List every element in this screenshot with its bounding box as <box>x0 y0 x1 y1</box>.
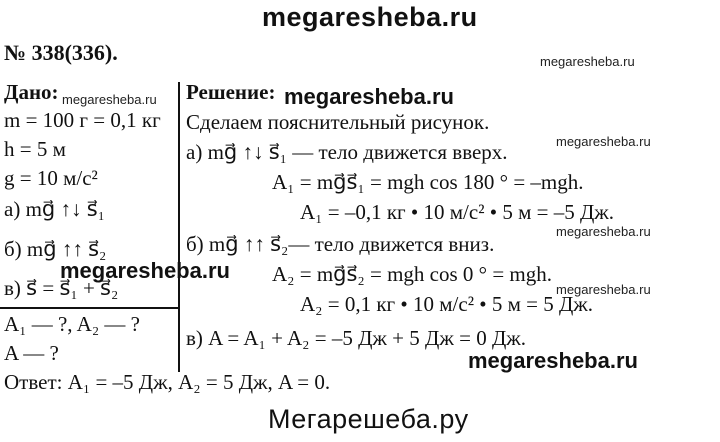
find-line-1: A₁ — ?, A₂ — ? <box>4 312 140 336</box>
solution-a-formula: A₁ = mg⃗s⃗₁ = mgh cos 180 ° = –mgh. <box>272 170 584 194</box>
given-gravity: g = 10 м/с² <box>4 166 98 190</box>
solution-a-line: а) mg⃗ ↑↓ s⃗₁ — тело движется вверх. <box>186 140 508 164</box>
watermark-footer: Мегарешеба.ру <box>268 404 469 434</box>
watermark-small-4: megaresheba.ru <box>556 224 651 239</box>
solution-b-calc: A₂ = 0,1 кг • 10 м/с² • 5 м = 5 Дж. <box>300 292 594 316</box>
given-case-b: б) mg⃗ ↑↑ s⃗₂ <box>4 237 107 261</box>
given-height: h = 5 м <box>4 137 66 161</box>
solution-intro: Сделаем пояснительный рисунок. <box>186 110 490 134</box>
given-divider-horizontal <box>0 307 180 309</box>
watermark-bold-1: megaresheba.ru <box>284 84 454 109</box>
problem-number: № 338(336). <box>4 40 118 65</box>
given-header: Дано: <box>4 80 59 104</box>
solution-a-calc: A₁ = –0,1 кг • 10 м/с² • 5 м = –5 Дж. <box>300 200 615 224</box>
solution-header: Решение: <box>186 80 276 104</box>
solution-b-line: б) mg⃗ ↑↑ s⃗₂— тело движется вниз. <box>186 232 495 256</box>
given-case-a: а) mg⃗ ↑↓ s⃗₁ <box>4 197 105 221</box>
answer-line: Ответ: A₁ = –5 Дж, A₂ = 5 Дж, A = 0. <box>4 370 331 394</box>
watermark-small-1: megaresheba.ru <box>540 54 635 69</box>
given-mass: m = 100 г = 0,1 кг <box>4 108 161 132</box>
find-line-2: A — ? <box>4 341 59 365</box>
watermark-bold-3: megaresheba.ru <box>468 348 638 373</box>
given-divider-vertical <box>178 82 180 372</box>
given-case-c: в) s⃗ = s⃗₁ + s⃗₂ <box>4 276 119 300</box>
watermark-small-3: megaresheba.ru <box>556 134 651 149</box>
solution-b-formula: A₂ = mg⃗s⃗₂ = mgh cos 0 ° = mgh. <box>272 262 553 286</box>
watermark-bold-2: megaresheba.ru <box>60 258 230 283</box>
watermark-small-2: megaresheba.ru <box>62 92 157 107</box>
watermark-small-5: megaresheba.ru <box>556 282 651 297</box>
watermark-top: megaresheba.ru <box>262 2 478 32</box>
solution-c-line: в) A = A₁ + A₂ = –5 Дж + 5 Дж = 0 Дж. <box>186 326 527 350</box>
